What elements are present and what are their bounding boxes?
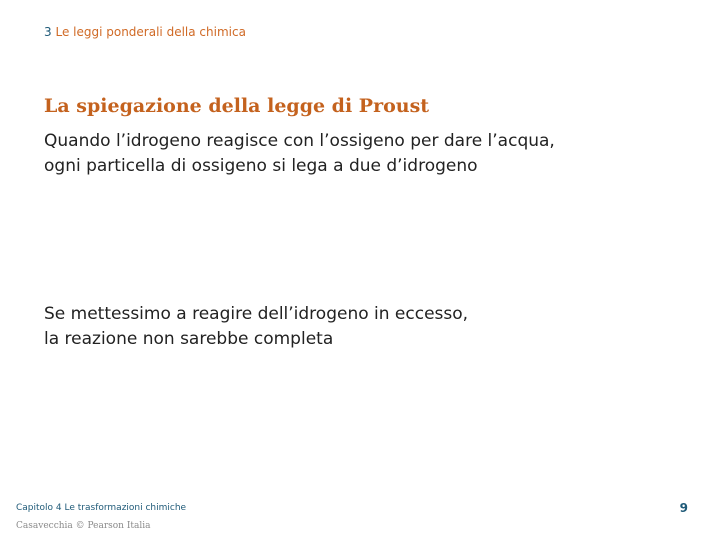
paragraph-excess-hydrogen [44,302,468,352]
paragraph-proust-explanation [44,129,555,179]
paragraph-line: la reazione non sarebbe completa [44,329,334,349]
slide-title: La spiegazione della legge di Proust [44,95,430,117]
section-title: Le leggi ponderali della chimica [55,25,246,39]
paragraph-line: Se mettessimo a reagire dell’idrogeno in eccesso, [44,304,469,324]
footer-publisher: Casavecchia © Pearson Italia [16,521,151,531]
footer-chapter: Capitolo 4 Le trasformazioni chimiche [16,503,187,513]
paragraph-line: ogni particella di ossigeno si lega a due d’idrogeno [44,156,478,176]
section-number: 3 [44,25,52,39]
paragraph-line: Quando l’idrogeno reagisce con l’ossigeno per dare l’acqua, [44,131,555,151]
section-header [44,25,246,39]
page-number: 9 [679,501,688,515]
